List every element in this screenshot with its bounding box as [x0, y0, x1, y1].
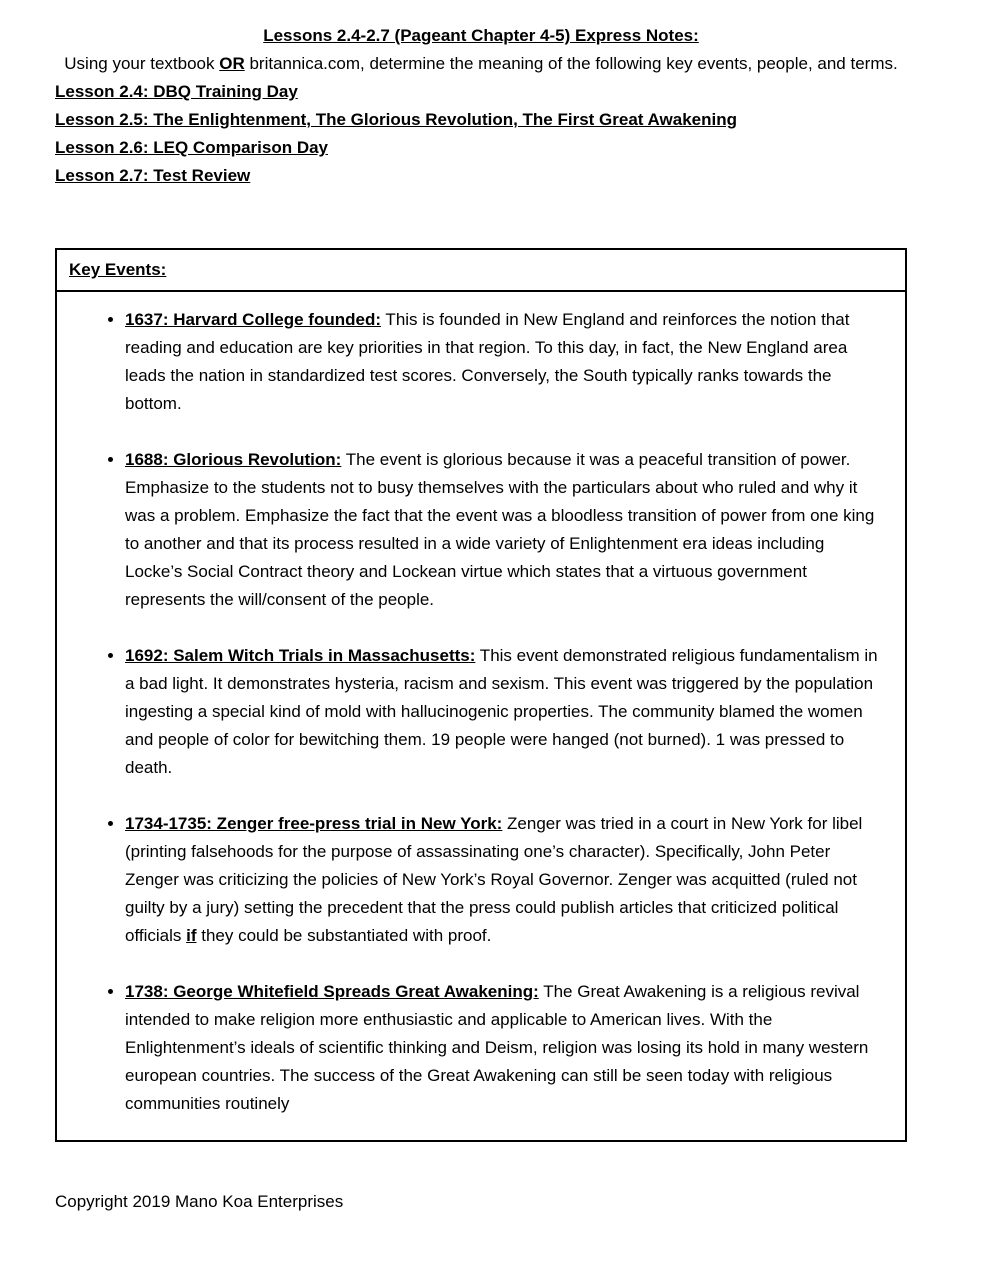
document-subtitle — [55, 50, 907, 78]
key-event-item — [125, 810, 881, 950]
subtitle-emphasis: OR — [219, 54, 245, 73]
key-event-term: 1692: Salem Witch Trials in Massachusetts: — [125, 646, 476, 665]
document-title: Lessons 2.4-2.7 (Pageant Chapter 4-5) Express Notes: — [263, 26, 699, 45]
subtitle-text-pre: Using your textbook — [64, 54, 220, 73]
key-event-term: 1688: Glorious Revolution: — [125, 450, 342, 469]
key-events-list — [57, 292, 905, 1140]
key-events-header: Key Events: — [69, 260, 167, 279]
key-event-text: This event demonstrated religious fundamentalism in a bad light. It demonstrates hysteria, racism and sexism. This event was triggered by the population ingesting a special kind of mold with hallucinogenic properties. The community blamed the women and people of color for bewitching them. 19 people were hanged (not burned). 1 was pressed to death. — [125, 646, 878, 777]
key-events-header-cell — [57, 250, 905, 292]
key-event-text: This is founded in New England and reinforces the notion that reading and education are key priorities in that region. To this day, in fact, the New England area leads the nation in standardized test scores. Conversely, the South typically ranks towards the bottom. — [125, 310, 850, 413]
key-event-term: 1738: George Whitefield Spreads Great Awakening: — [125, 982, 539, 1001]
lesson-line-2-7: Lesson 2.7: Test Review — [55, 166, 251, 185]
key-event-text: Zenger was tried in a court in New York for libel (printing falsehoods for the purpose of assassinating one’s character). Specifically, John Peter Zenger was criticizing the policies of New York’s Royal Governor. Zenger was acquitted (ruled not guilty by a jury) setting the precedent that the press could publish articles that criticized political officials — [125, 814, 863, 945]
lesson-line-2-5: Lesson 2.5: The Enlightenment, The Glorious Revolution, The First Great Awakening — [55, 110, 737, 129]
key-events-table — [55, 248, 907, 1142]
lesson-line-2-6: Lesson 2.6: LEQ Comparison Day — [55, 138, 329, 157]
key-event-item — [125, 978, 881, 1118]
key-event-text: they could be substantiated with proof. — [196, 926, 492, 945]
key-event-item — [125, 306, 881, 418]
key-event-item — [125, 642, 881, 782]
lesson-list — [55, 78, 907, 190]
key-event-text: The Great Awakening is a religious revival intended to make religion more enthusiastic and applicable to American lives. With the Enlightenment’s ideals of scientific thinking and Deism, religion was losing its hold in many western european countries. The success of the Great Awakening can still be seen today with religious communities routinely — [125, 982, 869, 1113]
copyright-footer: Copyright 2019 Mano Koa Enterprises — [55, 1192, 344, 1211]
key-event-item — [125, 446, 881, 614]
key-event-term: 1734-1735: Zenger free-press trial in New York: — [125, 814, 503, 833]
key-event-text: The event is glorious because it was a peaceful transition of power. Emphasize to the students not to busy themselves with the particulars about who ruled and why it was a problem. Emphasize the fact that the event was a bloodless transition of power from one king to another and that its process resulted in a wide variety of Enlightenment era ideas including Locke’s Social Contract theory and Lockean virtue which states that a virtuous government represents the will/consent of the people. — [125, 450, 875, 609]
subtitle-text-post: britannica.com, determine the meaning of the following key events, people, and terms. — [244, 54, 898, 73]
key-event-emphasis: if — [186, 926, 197, 945]
lesson-line-2-4: Lesson 2.4: DBQ Training Day — [55, 82, 298, 101]
key-event-term: 1637: Harvard College founded: — [125, 310, 382, 329]
